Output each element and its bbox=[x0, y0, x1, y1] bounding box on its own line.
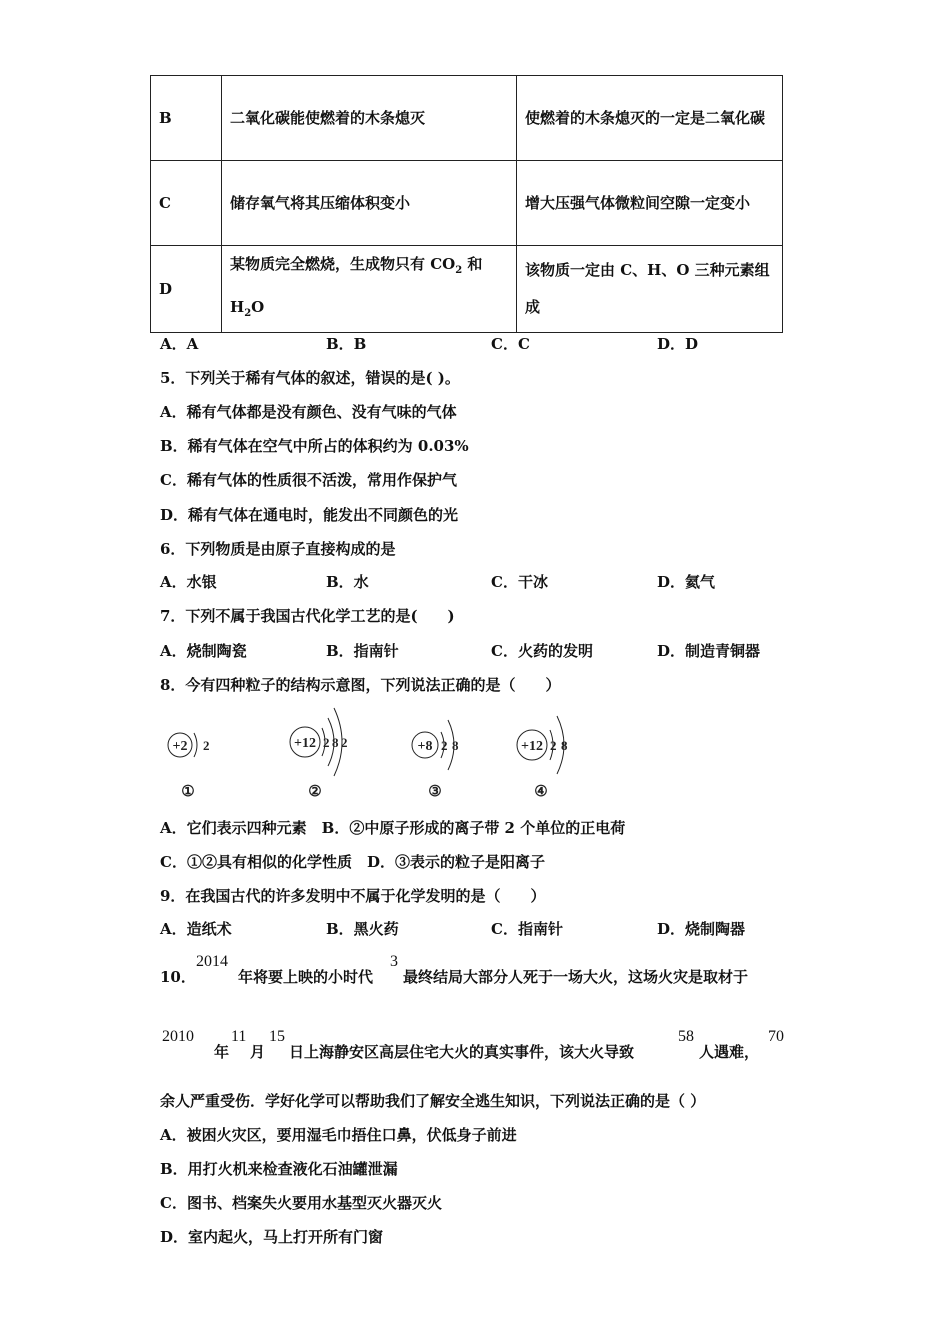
q10-number-3: 3 bbox=[390, 953, 398, 970]
nucleus-label: +12 bbox=[521, 739, 543, 754]
q8-stem: 8．今有四种粒子的结构示意图，下列说法正确的是（ ） bbox=[160, 676, 561, 694]
q5-option-b[interactable]: B．稀有气体在空气中所占的体积约为 0.03% bbox=[160, 437, 469, 455]
table-cell-fact bbox=[222, 246, 517, 333]
q6-stem: 6．下列物质是由原子直接构成的是 bbox=[160, 540, 396, 558]
shell-electrons: 8 bbox=[561, 738, 568, 753]
shell-electrons: 2 bbox=[441, 738, 448, 753]
atom-diagram-4 bbox=[517, 716, 568, 800]
q10-text: 最终结局大部分人死于一场大火，这场火灾是取材于 bbox=[403, 968, 749, 986]
table-row bbox=[151, 246, 783, 333]
q10-month-11: 11 bbox=[231, 1028, 247, 1045]
q5-stem: 5．下列关于稀有气体的叙述，错误的是( )。 bbox=[160, 369, 460, 387]
table-row bbox=[151, 76, 783, 161]
q9-option-a[interactable]: A．造纸术 bbox=[160, 920, 232, 938]
table-cell-key: C bbox=[151, 161, 222, 246]
q8-options-line-1[interactable]: A．它们表示四种元素 B．②中原子形成的离子带 2 个单位的正电荷 bbox=[160, 819, 626, 837]
shell-electrons: 8 bbox=[332, 735, 339, 750]
atom-structure-diagrams bbox=[150, 700, 610, 805]
table-cell-key: B bbox=[151, 76, 222, 161]
fact-text: 和 H bbox=[230, 255, 483, 316]
q10-text: 人遇难， bbox=[699, 1043, 760, 1061]
q5-option-c[interactable]: C．稀有气体的性质很不活泼，常用作保护气 bbox=[160, 471, 457, 489]
q10-option-d[interactable]: D．室内起火，马上打开所有门窗 bbox=[160, 1228, 384, 1246]
q8-options-line-2[interactable]: C．①②具有相似的化学性质 D．③表示的粒子是阳离子 bbox=[160, 853, 545, 871]
atom-diagram-1 bbox=[168, 733, 210, 800]
atom-label: ① bbox=[181, 784, 195, 800]
q9-option-b[interactable]: B．黑火药 bbox=[326, 920, 399, 938]
q7-option-c[interactable]: C．火药的发明 bbox=[491, 642, 593, 660]
fact-text: O bbox=[251, 298, 265, 316]
q10-option-a[interactable]: A．被困火灾区，要用湿毛巾捂住口鼻，伏低身子前进 bbox=[160, 1126, 517, 1144]
table-cell-conclusion: 该物质一定由 C、H、O 三种元素组成 bbox=[517, 246, 783, 333]
subscript: 2 bbox=[455, 265, 463, 276]
q7-option-b[interactable]: B．指南针 bbox=[326, 642, 399, 660]
table-cell-key: D bbox=[151, 246, 222, 333]
q7-stem: 7．下列不属于我国古代化学工艺的是( ) bbox=[160, 607, 455, 625]
shell-electrons: 2 bbox=[341, 735, 348, 750]
table-cell-fact: 二氧化碳能使燃着的木条熄灭 bbox=[222, 76, 517, 161]
shell-electrons: 2 bbox=[203, 738, 210, 753]
q7-option-d[interactable]: D．制造青铜器 bbox=[657, 642, 761, 660]
shell-electrons: 2 bbox=[550, 738, 557, 753]
q10-number-70: 70 bbox=[768, 1028, 784, 1045]
q4-option-b[interactable]: B．B bbox=[326, 335, 367, 353]
q10-text: 年 bbox=[214, 1043, 230, 1061]
q10-day-15: 15 bbox=[269, 1028, 285, 1045]
table-cell-conclusion: 使燃着的木条熄灭的一定是二氧化碳 bbox=[517, 76, 783, 161]
q4-option-a[interactable]: A．A bbox=[160, 335, 199, 353]
table-cell-conclusion: 增大压强气体微粒间空隙一定变小 bbox=[517, 161, 783, 246]
q4-table bbox=[150, 75, 783, 333]
subscript: 2 bbox=[244, 308, 252, 319]
q9-stem: 9．在我国古代的许多发明中不属于化学发明的是（ ） bbox=[160, 887, 546, 905]
q6-option-b[interactable]: B．水 bbox=[326, 573, 369, 591]
q5-option-a[interactable]: A．稀有气体都是没有颜色、没有气味的气体 bbox=[160, 403, 457, 421]
nucleus-label: +2 bbox=[172, 739, 188, 754]
q10-option-c[interactable]: C．图书、档案失火要用水基型灭火器灭火 bbox=[160, 1194, 442, 1212]
q6-option-a[interactable]: A．水银 bbox=[160, 573, 217, 591]
table-row bbox=[151, 161, 783, 246]
q6-option-d[interactable]: D．氦气 bbox=[657, 573, 716, 591]
q10-text: 月 bbox=[250, 1043, 266, 1061]
atom-label: ③ bbox=[428, 784, 442, 800]
atom-diagram-3 bbox=[412, 720, 459, 800]
shell-electrons: 8 bbox=[452, 738, 459, 753]
shell-electrons: 2 bbox=[323, 735, 330, 750]
q7-option-a[interactable]: A．烧制陶瓷 bbox=[160, 642, 247, 660]
q4-option-c[interactable]: C．C bbox=[491, 335, 530, 353]
fact-text: 某物质完全燃烧，生成物只有 CO bbox=[230, 255, 456, 273]
q10-option-b[interactable]: B．用打火机来检查液化石油罐泄漏 bbox=[160, 1160, 398, 1178]
q5-option-d[interactable]: D．稀有气体在通电时，能发出不同颜色的光 bbox=[160, 506, 459, 524]
q10-year-2010: 2010 bbox=[162, 1028, 194, 1045]
q9-option-d[interactable]: D．烧制陶器 bbox=[657, 920, 746, 938]
nucleus-label: +12 bbox=[294, 736, 316, 751]
table-cell-fact: 储存氧气将其压缩体积变小 bbox=[222, 161, 517, 246]
atom-label: ④ bbox=[534, 784, 548, 800]
q10-text: 日上海静安区高层住宅大火的真实事件，该大火导致 bbox=[289, 1043, 635, 1061]
q6-option-c[interactable]: C．干冰 bbox=[491, 573, 548, 591]
q10-number-58: 58 bbox=[678, 1028, 694, 1045]
q10-number: 10． bbox=[160, 968, 196, 986]
nucleus-label: +8 bbox=[417, 739, 433, 754]
q4-option-d[interactable]: D．D bbox=[657, 335, 699, 353]
q10-text: 年将要上映的小时代 bbox=[238, 968, 374, 986]
q9-option-c[interactable]: C．指南针 bbox=[491, 920, 563, 938]
q10-text: 余人严重受伤．学好化学可以帮助我们了解安全逃生知识，下列说法正确的是（ ） bbox=[160, 1092, 706, 1110]
atom-label: ② bbox=[308, 784, 322, 800]
atom-diagram-2 bbox=[290, 708, 348, 800]
q10-year-2014: 2014 bbox=[196, 953, 228, 970]
